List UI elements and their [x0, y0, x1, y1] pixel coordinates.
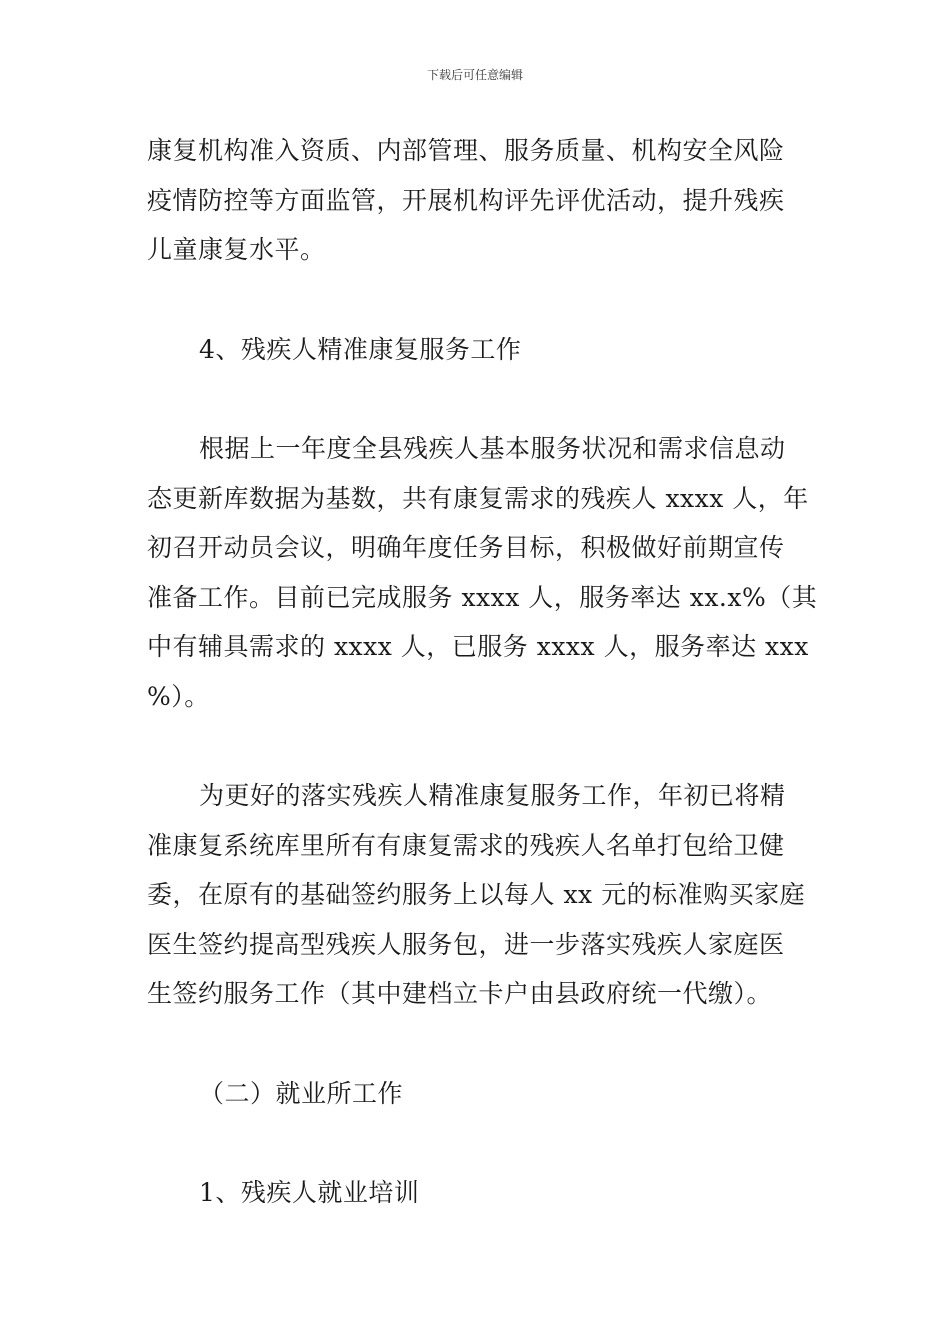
text-line: 康复机构准入资质、内部管理、服务质量、机构安全风险 — [147, 136, 785, 165]
paragraph — [147, 424, 818, 721]
text-line: 准康复系统库里所有有康复需求的残疾人名单打包给卫健 — [147, 830, 785, 860]
paragraph — [147, 126, 807, 275]
section-heading — [147, 1168, 807, 1218]
section-heading — [147, 325, 807, 375]
paragraph — [147, 771, 807, 1019]
page-header: 下载后可任意编辑 — [426, 68, 523, 82]
text-line: 中有辅具需求的 xxxx 人，已服务 xxxx 人，服务率达 xxx — [147, 632, 809, 661]
text-line: 为更好的落实残疾人精准康复服务工作，年初已将精 — [199, 781, 786, 810]
text-line: 根据上一年度全县残疾人基本服务状况和需求信息动 — [199, 434, 786, 463]
section-heading-text: 4、残疾人精准康复服务工作 — [199, 334, 522, 364]
text-line: 委，在原有的基础签约服务上以每人 xx 元的标准购买家庭 — [147, 880, 806, 909]
text-line: 初召开动员会议，明确年度任务目标，积极做好前期宣传 — [147, 533, 785, 562]
text-line: 态更新库数据为基数，共有康复需求的残疾人 xxxx 人，年 — [147, 483, 809, 513]
document-body — [147, 126, 818, 1218]
text-line: 医生签约提高型残疾人服务包，进一步落实残疾人家庭医 — [147, 929, 785, 959]
text-line: 儿童康复水平。 — [147, 235, 326, 264]
section-heading-text: 1、残疾人就业培训 — [199, 1178, 420, 1207]
text-line: %）。 — [147, 681, 210, 711]
text-line: 生签约服务工作（其中建档立卡户由县政府统一代缴）。 — [147, 979, 773, 1008]
text-line: 准备工作。目前已完成服务 xxxx 人，服务率达 xx.x%（其 — [147, 582, 818, 612]
section-heading-text: （二）就业所工作 — [199, 1078, 404, 1108]
section-heading — [147, 1069, 807, 1119]
text-line: 疫情防控等方面监管，开展机构评先评优活动，提升残疾 — [147, 185, 785, 215]
